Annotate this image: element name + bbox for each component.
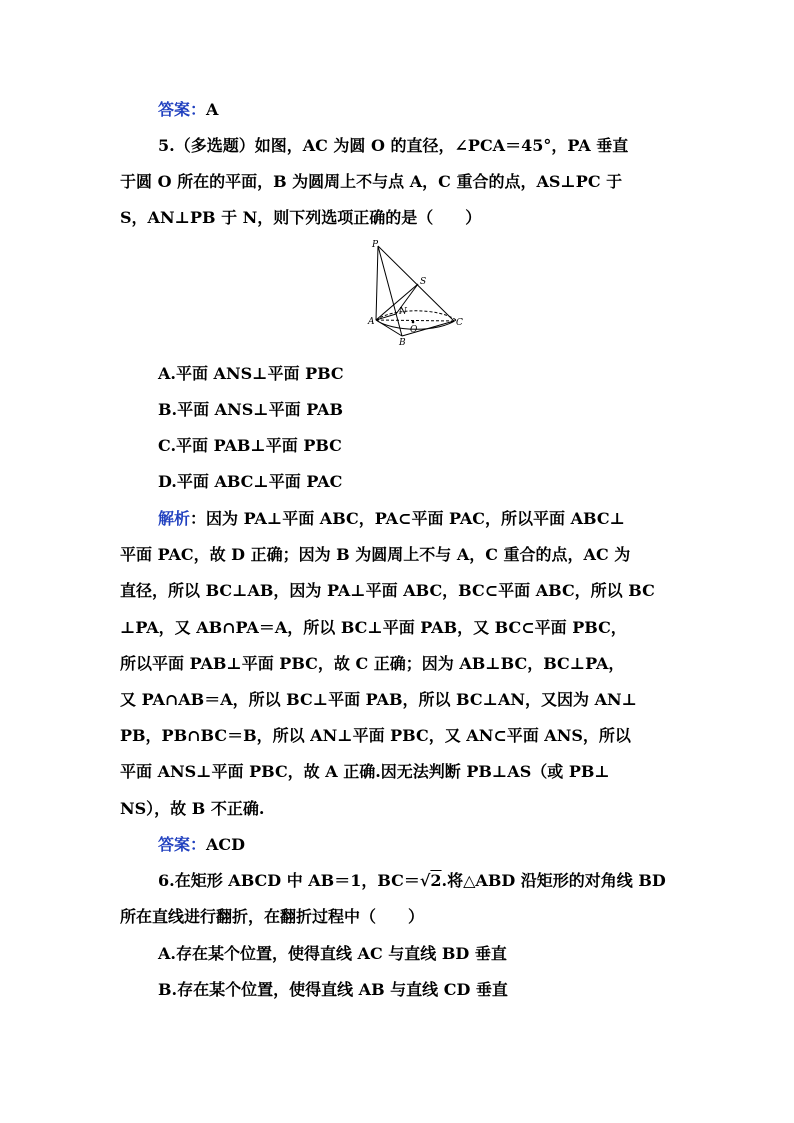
label-B: B bbox=[399, 338, 406, 348]
answer-q5 bbox=[158, 835, 245, 855]
label-A: A bbox=[368, 317, 375, 327]
sqrt-value: 2 bbox=[430, 871, 442, 890]
label-S: S bbox=[420, 277, 427, 287]
analysis-line-1 bbox=[158, 509, 625, 529]
q5-stem-line-3: S，AN⊥PB 于 N，则下列选项正确的是（ ） bbox=[120, 208, 482, 227]
analysis-line-3: 直径，所以 BC⊥AB，因为 PA⊥平面 ABC，BC⊂平面 ABC，所以 BC bbox=[120, 581, 655, 600]
q6-stem-prefix: 6.在矩形 ABCD 中 AB＝1，BC＝ bbox=[158, 871, 420, 890]
q5-option-b: B.平面 ANS⊥平面 PAB bbox=[158, 400, 343, 419]
analysis-line-5: 所以平面 PAB⊥平面 PBC，故 C 正确；因为 AB⊥BC，BC⊥PA， bbox=[120, 654, 625, 673]
q5-stem-line-1: 5.（多选题）如图，AC 为圆 O 的直径，∠PCA＝45°，PA 垂直 bbox=[158, 136, 629, 155]
answer-q4 bbox=[158, 100, 218, 120]
edge-PC bbox=[378, 246, 454, 321]
sqrt-symbol: √ bbox=[419, 871, 431, 890]
answer-label: 答案： bbox=[158, 100, 207, 119]
label-N: N bbox=[399, 307, 407, 317]
edge-PA bbox=[376, 246, 378, 320]
label-P: P bbox=[372, 240, 379, 250]
label-O: O bbox=[410, 325, 418, 335]
q6-option-b: B.存在某个位置，使得直线 AB 与直线 CD 垂直 bbox=[158, 980, 508, 999]
q5-option-d: D.平面 ABC⊥平面 PAC bbox=[158, 472, 343, 491]
analysis-label: 解析 bbox=[158, 509, 191, 528]
center-O-point bbox=[412, 321, 415, 324]
q6-stem-line-2: 所在直线进行翻折，在翻折过程中（ ） bbox=[120, 907, 425, 926]
analysis-line-8: 平面 ANS⊥平面 PBC，故 A 正确.因无法判断 PB⊥AS（或 PB⊥ bbox=[120, 762, 610, 781]
analysis-line-4: ⊥PA，又 AB∩PA＝A，所以 BC⊥平面 PAB，又 BC⊂平面 PBC， bbox=[120, 618, 627, 637]
answer-value: ACD bbox=[206, 835, 246, 854]
base-ellipse-back bbox=[376, 311, 456, 320]
q6-stem-line-1 bbox=[158, 871, 666, 891]
answer-label: 答案： bbox=[158, 835, 207, 854]
analysis-text: ：因为 PA⊥平面 ABC，PA⊂平面 PAC，所以平面 ABC⊥ bbox=[190, 509, 625, 528]
q5-stem-line-2: 于圆 O 所在的平面，B 为圆周上不与点 A，C 重合的点，AS⊥PC 于 bbox=[120, 172, 623, 191]
q6-option-a: A.存在某个位置，使得直线 AC 与直线 BD 垂直 bbox=[158, 944, 507, 963]
q6-stem-suffix: .将△ABD 沿矩形的对角线 BD bbox=[441, 871, 666, 890]
answer-value: A bbox=[206, 100, 219, 119]
q5-option-c: C.平面 PAB⊥平面 PBC bbox=[158, 436, 342, 455]
label-C: C bbox=[456, 318, 463, 328]
edge-PB bbox=[378, 246, 402, 336]
analysis-line-6: 又 PA∩AB＝A，所以 BC⊥平面 PAB，所以 BC⊥AN，又因为 AN⊥ bbox=[120, 690, 637, 709]
cone-figure bbox=[360, 238, 470, 348]
analysis-line-2: 平面 PAC，故 D 正确；因为 B 为圆周上不与 A，C 重合的点，AC 为 bbox=[120, 545, 631, 564]
analysis-line-7: PB，PB∩BC＝B，所以 AN⊥平面 PBC，又 AN⊂平面 ANS，所以 bbox=[120, 726, 631, 745]
q5-option-a: A.平面 ANS⊥平面 PBC bbox=[158, 364, 344, 383]
analysis-line-9: NS），故 B 不正确. bbox=[120, 799, 265, 818]
diameter-AC bbox=[376, 320, 454, 321]
segment-AS bbox=[376, 284, 418, 320]
